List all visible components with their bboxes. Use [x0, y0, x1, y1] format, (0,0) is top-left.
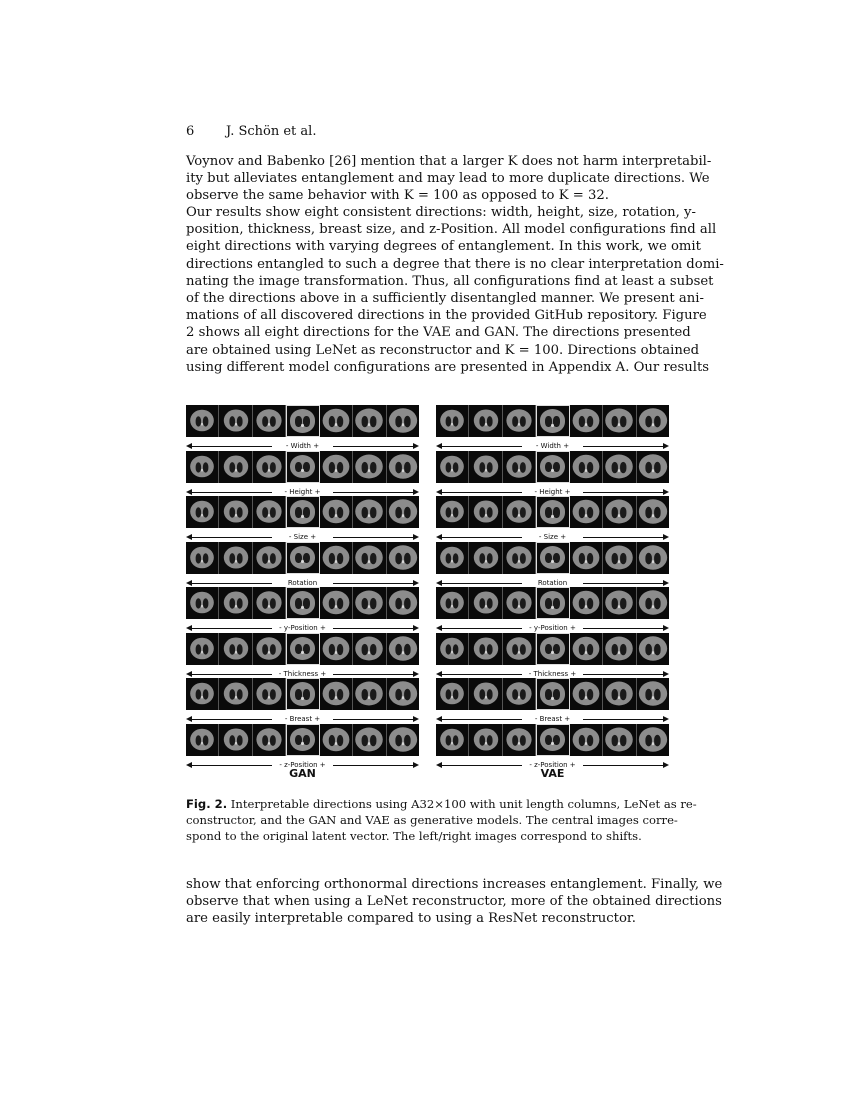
paragraph-2	[186, 204, 724, 376]
text-line: ity but alleviates entanglement and may lead to more duplicate directions. We	[186, 171, 710, 187]
ct-slice-shifted	[320, 633, 353, 665]
arrow-right-icon	[413, 716, 419, 722]
direction-label: - Size +	[288, 533, 317, 541]
ct-slice-shifted	[637, 678, 669, 710]
ct-slice-original	[536, 724, 569, 756]
ct-slice-shifted	[469, 405, 502, 437]
paragraph-1	[186, 153, 712, 205]
ct-slice-original	[286, 496, 319, 528]
ct-image-strip	[436, 633, 669, 665]
ct-slice-shifted	[503, 451, 536, 483]
ct-slice-shifted	[503, 405, 536, 437]
ct-slice-shifted	[387, 633, 419, 665]
ct-slice-shifted	[570, 587, 603, 619]
ct-slice-shifted	[186, 633, 219, 665]
ct-slice-shifted	[353, 724, 386, 756]
ct-slice-shifted	[503, 678, 536, 710]
ct-slice-shifted	[219, 542, 252, 574]
arrow-right-icon	[413, 580, 419, 586]
text-line: position, thickness, breast size, and z-Position. All model configurations find all	[186, 222, 717, 238]
text-line: observe that when using a LeNet reconstructor, more of the obtained directions	[186, 894, 722, 910]
direction-row	[436, 451, 669, 497]
ct-slice-original	[536, 587, 569, 619]
ct-slice-shifted	[469, 678, 502, 710]
ct-slice-shifted	[603, 542, 636, 574]
running-head-authors: J. Schön et al.	[226, 124, 317, 139]
direction-label: - Size +	[538, 533, 567, 541]
arrow-right-icon	[663, 580, 669, 586]
direction-row	[436, 724, 669, 770]
ct-slice-shifted	[353, 678, 386, 710]
ct-slice-shifted	[320, 724, 353, 756]
running-head	[186, 124, 316, 139]
ct-slice-shifted	[320, 542, 353, 574]
ct-slice-shifted	[603, 405, 636, 437]
direction-row	[186, 405, 419, 451]
direction-label: - Height +	[534, 487, 571, 496]
direction-label: - Breast +	[284, 715, 321, 723]
ct-slice-shifted	[253, 496, 286, 528]
arrow-right-icon	[413, 489, 419, 495]
ct-slice-shifted	[603, 496, 636, 528]
direction-row	[186, 587, 419, 633]
ct-slice-shifted	[503, 542, 536, 574]
text-line: of the directions above in a sufficiently disentangled manner. We present ani-	[186, 290, 704, 306]
ct-slice-original	[286, 724, 319, 756]
ct-slice-shifted	[219, 633, 252, 665]
ct-slice-shifted	[387, 587, 419, 619]
direction-row	[186, 724, 419, 770]
text-line: nating the image transformation. Thus, all configurations find at least a subset	[186, 273, 714, 289]
ct-slice-shifted	[436, 496, 469, 528]
ct-slice-shifted	[603, 587, 636, 619]
ct-slice-shifted	[320, 678, 353, 710]
direction-row	[436, 405, 669, 451]
direction-label: - Breast +	[534, 715, 571, 723]
ct-slice-shifted	[603, 633, 636, 665]
ct-slice-shifted	[637, 405, 669, 437]
ct-image-strip	[186, 724, 419, 756]
ct-slice-shifted	[603, 724, 636, 756]
direction-row	[186, 678, 419, 724]
ct-slice-shifted	[253, 633, 286, 665]
direction-label: - Thickness +	[278, 669, 327, 678]
arrow-right-icon	[413, 534, 419, 540]
ct-slice-shifted	[219, 678, 252, 710]
direction-label: - Width +	[535, 442, 570, 450]
ct-image-strip	[436, 542, 669, 574]
direction-row	[186, 496, 419, 542]
figure-caption	[186, 796, 697, 844]
ct-slice-shifted	[387, 542, 419, 574]
ct-slice-shifted	[186, 587, 219, 619]
text-line: 2 shows all eight directions for the VAE and GAN. The directions presented	[186, 325, 691, 341]
ct-image-strip	[436, 451, 669, 483]
ct-slice-shifted	[570, 633, 603, 665]
caption-text: constructor, and the GAN and VAE as generative models. The central images corre-	[186, 813, 678, 827]
direction-row	[436, 633, 669, 679]
ct-slice-original	[286, 633, 319, 665]
direction-row	[186, 633, 419, 679]
ct-slice-shifted	[186, 542, 219, 574]
ct-slice-shifted	[436, 633, 469, 665]
ct-slice-shifted	[469, 724, 502, 756]
text-line: Our results show eight consistent directions: width, height, size, rotation, y-	[186, 205, 696, 220]
ct-slice-shifted	[570, 405, 603, 437]
ct-slice-shifted	[436, 724, 469, 756]
direction-label: - z-Position +	[529, 760, 576, 769]
arrow-right-icon	[413, 625, 419, 631]
caption-text: spond to the original latent vector. The left/right images correspond to shifts.	[186, 829, 642, 843]
direction-label: - y-Position +	[529, 624, 576, 632]
direction-row	[436, 678, 669, 724]
ct-slice-shifted	[353, 451, 386, 483]
ct-image-strip	[436, 587, 669, 619]
panel-vae	[436, 405, 669, 783]
ct-slice-shifted	[253, 451, 286, 483]
ct-slice-shifted	[570, 542, 603, 574]
ct-slice-shifted	[637, 542, 669, 574]
ct-slice-shifted	[436, 542, 469, 574]
ct-slice-shifted	[387, 678, 419, 710]
text-line: mations of all discovered directions in the provided GitHub repository. Figure	[186, 308, 707, 324]
ct-slice-shifted	[387, 724, 419, 756]
text-line: observe the same behavior with K = 100 as opposed to K = 32.	[186, 188, 609, 204]
panel-title: VAE	[540, 767, 565, 780]
page-number: 6	[186, 124, 195, 139]
ct-slice-shifted	[186, 405, 219, 437]
ct-image-strip	[186, 405, 419, 437]
direction-row	[436, 587, 669, 633]
panel-title: GAN	[289, 767, 316, 780]
ct-slice-shifted	[637, 587, 669, 619]
ct-slice-shifted	[219, 724, 252, 756]
arrow-right-icon	[663, 443, 669, 449]
direction-label: - y-Position +	[279, 624, 326, 632]
ct-slice-shifted	[436, 678, 469, 710]
ct-slice-shifted	[320, 496, 353, 528]
ct-slice-shifted	[503, 496, 536, 528]
arrow-right-icon	[413, 671, 419, 677]
ct-slice-shifted	[186, 678, 219, 710]
ct-slice-shifted	[637, 724, 669, 756]
text-line: Voynov and Babenko [26] mention that a larger K does not harm interpretabil-	[186, 154, 712, 169]
ct-slice-original	[286, 587, 319, 619]
ct-slice-shifted	[436, 587, 469, 619]
arrow-right-icon	[663, 489, 669, 495]
ct-slice-shifted	[503, 724, 536, 756]
ct-image-strip	[436, 678, 669, 710]
direction-row	[436, 496, 669, 542]
ct-slice-shifted	[637, 633, 669, 665]
arrow-right-icon	[663, 625, 669, 631]
ct-slice-shifted	[253, 587, 286, 619]
ct-image-strip	[186, 678, 419, 710]
ct-slice-shifted	[637, 496, 669, 528]
ct-slice-original	[286, 678, 319, 710]
ct-slice-original	[286, 405, 319, 437]
ct-slice-shifted	[570, 678, 603, 710]
ct-image-strip	[186, 587, 419, 619]
ct-slice-shifted	[219, 451, 252, 483]
ct-slice-shifted	[469, 496, 502, 528]
ct-slice-shifted	[186, 451, 219, 483]
ct-slice-shifted	[387, 405, 419, 437]
ct-image-strip	[186, 496, 419, 528]
figure-2	[186, 405, 669, 783]
ct-slice-shifted	[436, 451, 469, 483]
ct-slice-shifted	[570, 451, 603, 483]
ct-image-strip	[436, 724, 669, 756]
ct-slice-shifted	[253, 724, 286, 756]
arrow-right-icon	[663, 716, 669, 722]
ct-slice-shifted	[353, 405, 386, 437]
direction-label: Rotation	[287, 578, 318, 587]
ct-slice-shifted	[186, 496, 219, 528]
ct-image-strip	[436, 405, 669, 437]
ct-slice-shifted	[186, 724, 219, 756]
ct-slice-shifted	[219, 405, 252, 437]
ct-image-strip	[436, 496, 669, 528]
ct-slice-original	[286, 451, 319, 483]
ct-slice-shifted	[253, 405, 286, 437]
text-line: are easily interpretable compared to using a ResNet reconstructor.	[186, 911, 636, 927]
ct-slice-shifted	[320, 587, 353, 619]
arrow-right-icon	[663, 534, 669, 540]
ct-slice-shifted	[353, 587, 386, 619]
text-line: are obtained using LeNet as reconstructor and K = 100. Directions obtained	[186, 342, 700, 358]
caption-text: Interpretable directions using A32×100 with unit length columns, LeNet as re-	[230, 797, 697, 811]
direction-label: - Width +	[285, 442, 320, 450]
ct-slice-shifted	[320, 451, 353, 483]
ct-slice-original	[286, 542, 319, 574]
ct-slice-shifted	[387, 451, 419, 483]
ct-slice-shifted	[469, 587, 502, 619]
ct-slice-original	[536, 633, 569, 665]
direction-label: Rotation	[537, 578, 568, 587]
text-line: eight directions with varying degrees of entanglement. In this work, we omit	[186, 239, 701, 255]
ct-slice-shifted	[637, 451, 669, 483]
direction-row	[436, 542, 669, 588]
ct-slice-shifted	[603, 678, 636, 710]
ct-slice-shifted	[353, 496, 386, 528]
arrow-right-icon	[413, 443, 419, 449]
ct-slice-shifted	[219, 587, 252, 619]
ct-slice-shifted	[469, 542, 502, 574]
ct-slice-shifted	[469, 633, 502, 665]
arrow-right-icon	[663, 671, 669, 677]
text-line: using different model configurations are presented in Appendix A. Our results	[186, 359, 710, 375]
panel-gan	[186, 405, 419, 783]
ct-slice-shifted	[353, 542, 386, 574]
ct-slice-shifted	[253, 542, 286, 574]
caption-label: Fig. 2.	[186, 797, 228, 811]
ct-slice-shifted	[387, 496, 419, 528]
ct-slice-original	[536, 678, 569, 710]
direction-row	[186, 451, 419, 497]
direction-row	[186, 542, 419, 588]
text-line: directions entangled to such a degree that there is no clear interpretation domi-	[186, 256, 724, 272]
ct-image-strip	[186, 451, 419, 483]
ct-slice-shifted	[603, 451, 636, 483]
ct-slice-original	[536, 405, 569, 437]
ct-slice-original	[536, 451, 569, 483]
ct-slice-shifted	[436, 405, 469, 437]
direction-label: - Thickness +	[528, 669, 577, 678]
direction-label: - Height +	[284, 487, 321, 496]
ct-slice-shifted	[219, 496, 252, 528]
paragraph-3	[186, 876, 723, 928]
ct-image-strip	[186, 633, 419, 665]
ct-slice-shifted	[503, 587, 536, 619]
text-line: show that enforcing orthonormal directions increases entanglement. Finally, we	[186, 877, 723, 892]
ct-slice-shifted	[353, 633, 386, 665]
ct-slice-original	[536, 542, 569, 574]
ct-slice-shifted	[320, 405, 353, 437]
ct-image-strip	[186, 542, 419, 574]
ct-slice-shifted	[253, 678, 286, 710]
direction-label: - z-Position +	[279, 760, 326, 769]
ct-slice-shifted	[503, 633, 536, 665]
ct-slice-original	[536, 496, 569, 528]
ct-slice-shifted	[469, 451, 502, 483]
ct-slice-shifted	[570, 496, 603, 528]
ct-slice-shifted	[570, 724, 603, 756]
